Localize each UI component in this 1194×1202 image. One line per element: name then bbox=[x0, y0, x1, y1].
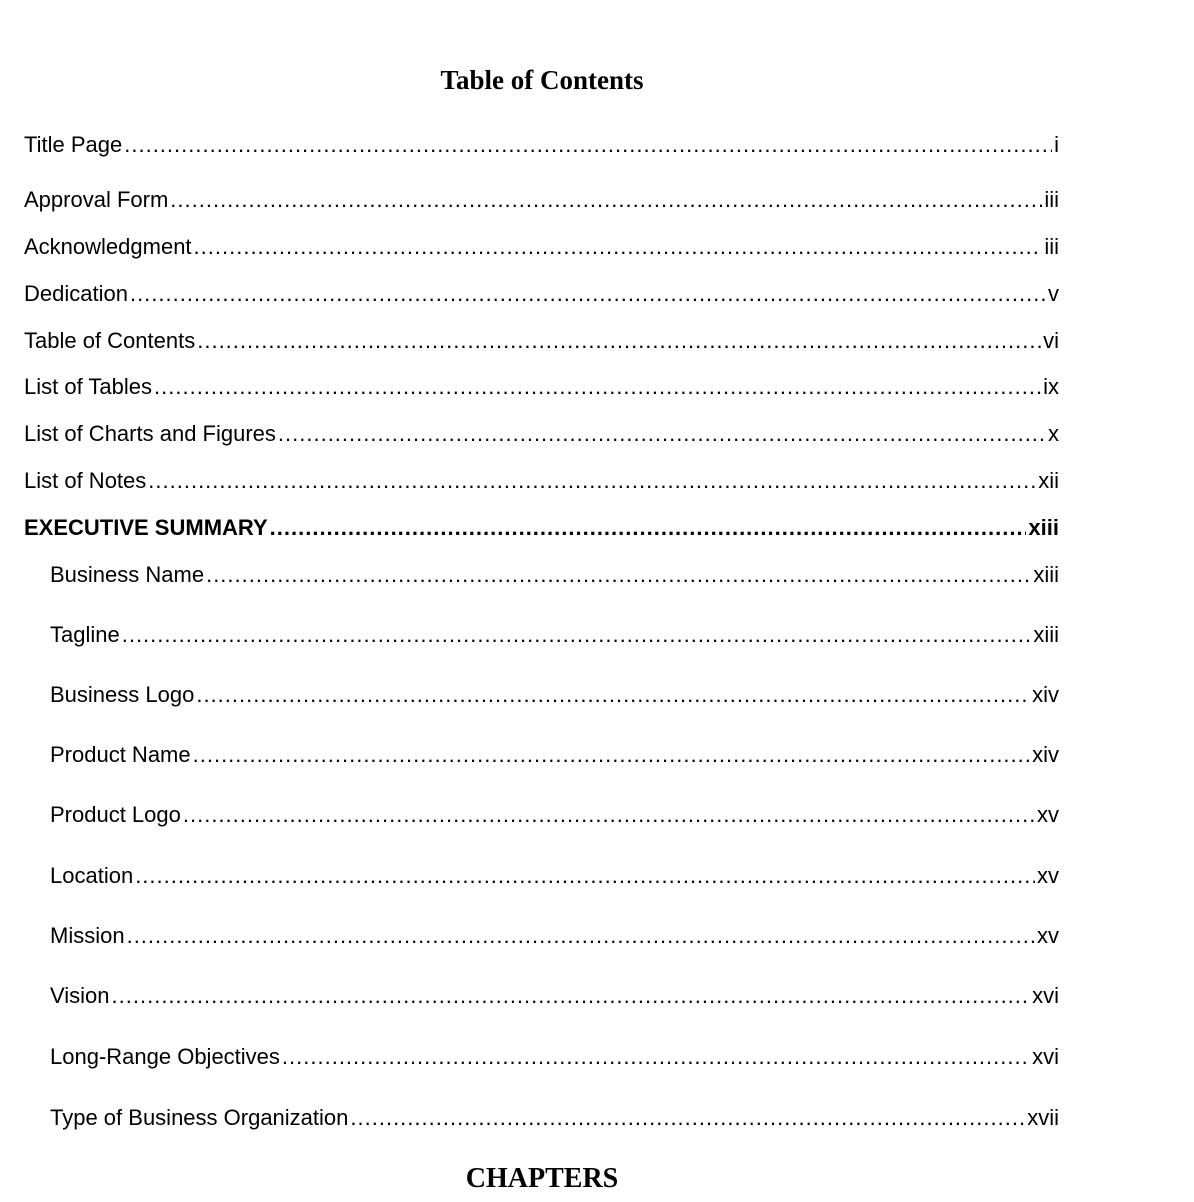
toc-entry-title-page[interactable] bbox=[24, 130, 1059, 160]
toc-entry-acknowledgment[interactable] bbox=[24, 232, 1059, 262]
toc-entry-label: EXECUTIVE SUMMARY bbox=[24, 515, 268, 540]
toc-dot-leader bbox=[197, 326, 1041, 356]
toc-entry-label: Acknowledgment bbox=[24, 234, 192, 259]
toc-dot-leader bbox=[154, 372, 1041, 402]
toc-dot-leader bbox=[194, 232, 1043, 262]
toc-entry-dedication[interactable] bbox=[24, 279, 1059, 309]
toc-entry-executive-summary[interactable] bbox=[24, 513, 1059, 543]
toc-entry-label: Long-Range Objectives bbox=[50, 1044, 280, 1069]
toc-page-number: x bbox=[1048, 421, 1059, 446]
toc-page-number: xv bbox=[1037, 863, 1059, 888]
toc-entry-table-of-contents[interactable] bbox=[24, 326, 1059, 356]
toc-entry-list-of-tables[interactable] bbox=[24, 372, 1059, 402]
toc-entry-label: Vision bbox=[50, 983, 110, 1008]
toc-entry-label: Type of Business Organization bbox=[50, 1105, 349, 1130]
toc-entry-label: Dedication bbox=[24, 281, 128, 306]
toc-page-number: xiii bbox=[1033, 562, 1059, 587]
toc-entry-label: Approval Form bbox=[24, 187, 169, 212]
toc-dot-leader bbox=[270, 513, 1027, 543]
toc-dot-leader bbox=[206, 560, 1031, 590]
chapters-heading: CHAPTERS bbox=[465, 1163, 619, 1194]
toc-entry-tagline[interactable] bbox=[50, 620, 1059, 650]
toc-dot-leader bbox=[124, 130, 1052, 160]
toc-entry-approval-form[interactable] bbox=[24, 185, 1059, 215]
toc-page-number: xii bbox=[1038, 468, 1059, 493]
toc-page-number: xv bbox=[1037, 923, 1059, 948]
toc-entry-product-name[interactable] bbox=[50, 740, 1059, 770]
toc-entry-business-name[interactable] bbox=[50, 560, 1059, 590]
toc-page-number: v bbox=[1048, 281, 1059, 306]
toc-page-number: xiii bbox=[1028, 515, 1059, 540]
toc-page-number: xiii bbox=[1033, 622, 1059, 647]
toc-entry-label: Table of Contents bbox=[24, 328, 196, 353]
toc-page-number: xv bbox=[1037, 802, 1059, 827]
toc-page-number: xvi bbox=[1032, 1044, 1059, 1069]
page-title: Table of Contents bbox=[440, 65, 644, 95]
toc-dot-leader bbox=[130, 279, 1046, 309]
toc-entry-mission[interactable] bbox=[50, 921, 1059, 951]
toc-dot-leader bbox=[127, 921, 1035, 951]
toc-page-number: xvi bbox=[1032, 983, 1059, 1008]
toc-entry-vision[interactable] bbox=[50, 981, 1059, 1011]
toc-page-number: iii bbox=[1044, 187, 1059, 212]
toc-entry-business-logo[interactable] bbox=[50, 680, 1059, 710]
toc-dot-leader bbox=[148, 466, 1036, 496]
toc-dot-leader bbox=[170, 185, 1042, 215]
toc-entry-label: List of Tables bbox=[24, 374, 153, 399]
toc-entry-type-of-business-organization[interactable] bbox=[50, 1103, 1059, 1133]
toc-entry-label: Mission bbox=[50, 923, 125, 948]
toc-entry-label: Product Logo bbox=[50, 802, 181, 827]
toc-entry-label: List of Charts and Figures bbox=[24, 421, 276, 446]
toc-page-number: vi bbox=[1043, 328, 1059, 353]
toc-dot-leader bbox=[183, 800, 1035, 830]
toc-entry-long-range-objectives[interactable] bbox=[50, 1042, 1059, 1072]
toc-dot-leader bbox=[135, 861, 1035, 891]
toc-entry-location[interactable] bbox=[50, 861, 1059, 891]
toc-page-number: ix bbox=[1043, 374, 1059, 399]
toc-dot-leader bbox=[112, 981, 1031, 1011]
toc-dot-leader bbox=[278, 419, 1046, 449]
toc-dot-leader bbox=[193, 740, 1030, 770]
toc-entry-label: Title Page bbox=[24, 132, 123, 157]
toc-dot-leader bbox=[282, 1042, 1030, 1072]
toc-page-number: iii bbox=[1044, 234, 1059, 259]
toc-dot-leader bbox=[350, 1103, 1025, 1133]
toc-entry-label: Location bbox=[50, 863, 134, 888]
toc-entry-label: Tagline bbox=[50, 622, 120, 647]
toc-dot-leader bbox=[196, 680, 1030, 710]
toc-page-number: xiv bbox=[1032, 742, 1059, 767]
toc-dot-leader bbox=[122, 620, 1032, 650]
toc-entry-list-of-notes[interactable] bbox=[24, 466, 1059, 496]
toc-entry-label: Product Name bbox=[50, 742, 191, 767]
toc-entry-label: List of Notes bbox=[24, 468, 147, 493]
toc-entry-label: Business Name bbox=[50, 562, 205, 587]
toc-page-number: i bbox=[1054, 132, 1059, 157]
toc-entry-label: Business Logo bbox=[50, 682, 195, 707]
toc-page-number: xiv bbox=[1032, 682, 1059, 707]
toc-page-number: xvii bbox=[1027, 1105, 1059, 1130]
toc-entry-list-of-charts-and-figures[interactable] bbox=[24, 419, 1059, 449]
toc-entry-product-logo[interactable] bbox=[50, 800, 1059, 830]
